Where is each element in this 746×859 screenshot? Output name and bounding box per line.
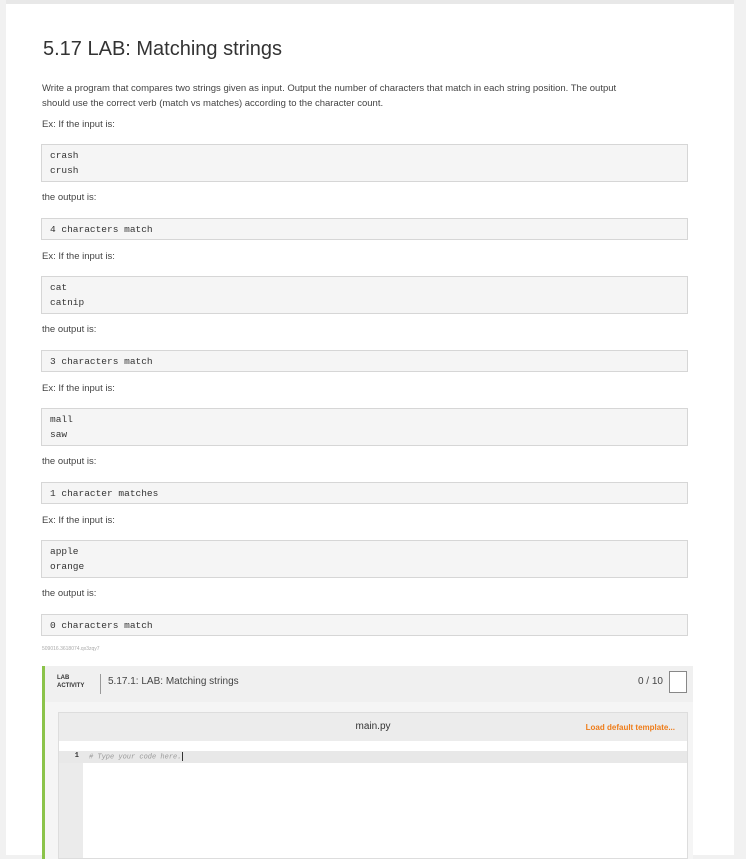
lab-badge-line-2: ACTIVITY: [57, 683, 85, 689]
example-3-output: 1 character matches: [41, 482, 688, 504]
editor-code-text: # Type your code here.: [89, 753, 182, 762]
lab-activity-badge: [57, 674, 84, 690]
lab-activity-panel: [42, 666, 693, 859]
editor-gutter: [59, 751, 83, 858]
example-4-output-label: the output is:: [42, 588, 97, 599]
example-3-input: mall saw: [41, 408, 688, 446]
example-3-input-label: Ex: If the input is:: [42, 383, 115, 394]
lab-header-divider: [100, 674, 101, 694]
example-2-input: cat catnip: [41, 276, 688, 314]
lab-score: 0 / 10: [637, 676, 663, 687]
example-2-output-label: the output is:: [42, 324, 97, 335]
intro-line-1: Write a program that compares two strings given as input. Output the number of characters that match in each string position. The output: [42, 83, 617, 94]
editor-code-line[interactable]: [89, 752, 183, 761]
text-caret: [182, 752, 183, 761]
lab-activity-header: [45, 666, 693, 702]
example-4-output: 0 characters match: [41, 614, 688, 636]
intro-line-2: should use the correct verb (match vs matches) according to the character count.: [42, 98, 384, 109]
example-1-output-label: the output is:: [42, 192, 97, 203]
lab-badge-line-1: LAB: [57, 675, 70, 681]
example-3-output-label: the output is:: [42, 456, 97, 467]
editor-filename: main.py: [355, 721, 391, 732]
score-box-icon: [669, 671, 687, 693]
code-editor[interactable]: [58, 712, 688, 859]
footer-id: 509016.3618074.qx3zqy7: [42, 646, 100, 652]
content-card: [6, 0, 734, 855]
editor-line-number: 1: [74, 752, 79, 760]
example-1-input-label: Ex: If the input is:: [42, 119, 115, 130]
example-4-input: apple orange: [41, 540, 688, 578]
example-2-input-label: Ex: If the input is:: [42, 251, 115, 262]
example-1-output: 4 characters match: [41, 218, 688, 240]
editor-toolbar: [59, 713, 687, 741]
example-2-output: 3 characters match: [41, 350, 688, 372]
page-title: 5.17 LAB: Matching strings: [43, 38, 283, 60]
example-4-input-label: Ex: If the input is:: [42, 515, 115, 526]
load-default-template-button[interactable]: Load default template...: [585, 723, 675, 732]
lab-title: 5.17.1: LAB: Matching strings: [108, 676, 239, 687]
example-1-input: crash crush: [41, 144, 688, 182]
